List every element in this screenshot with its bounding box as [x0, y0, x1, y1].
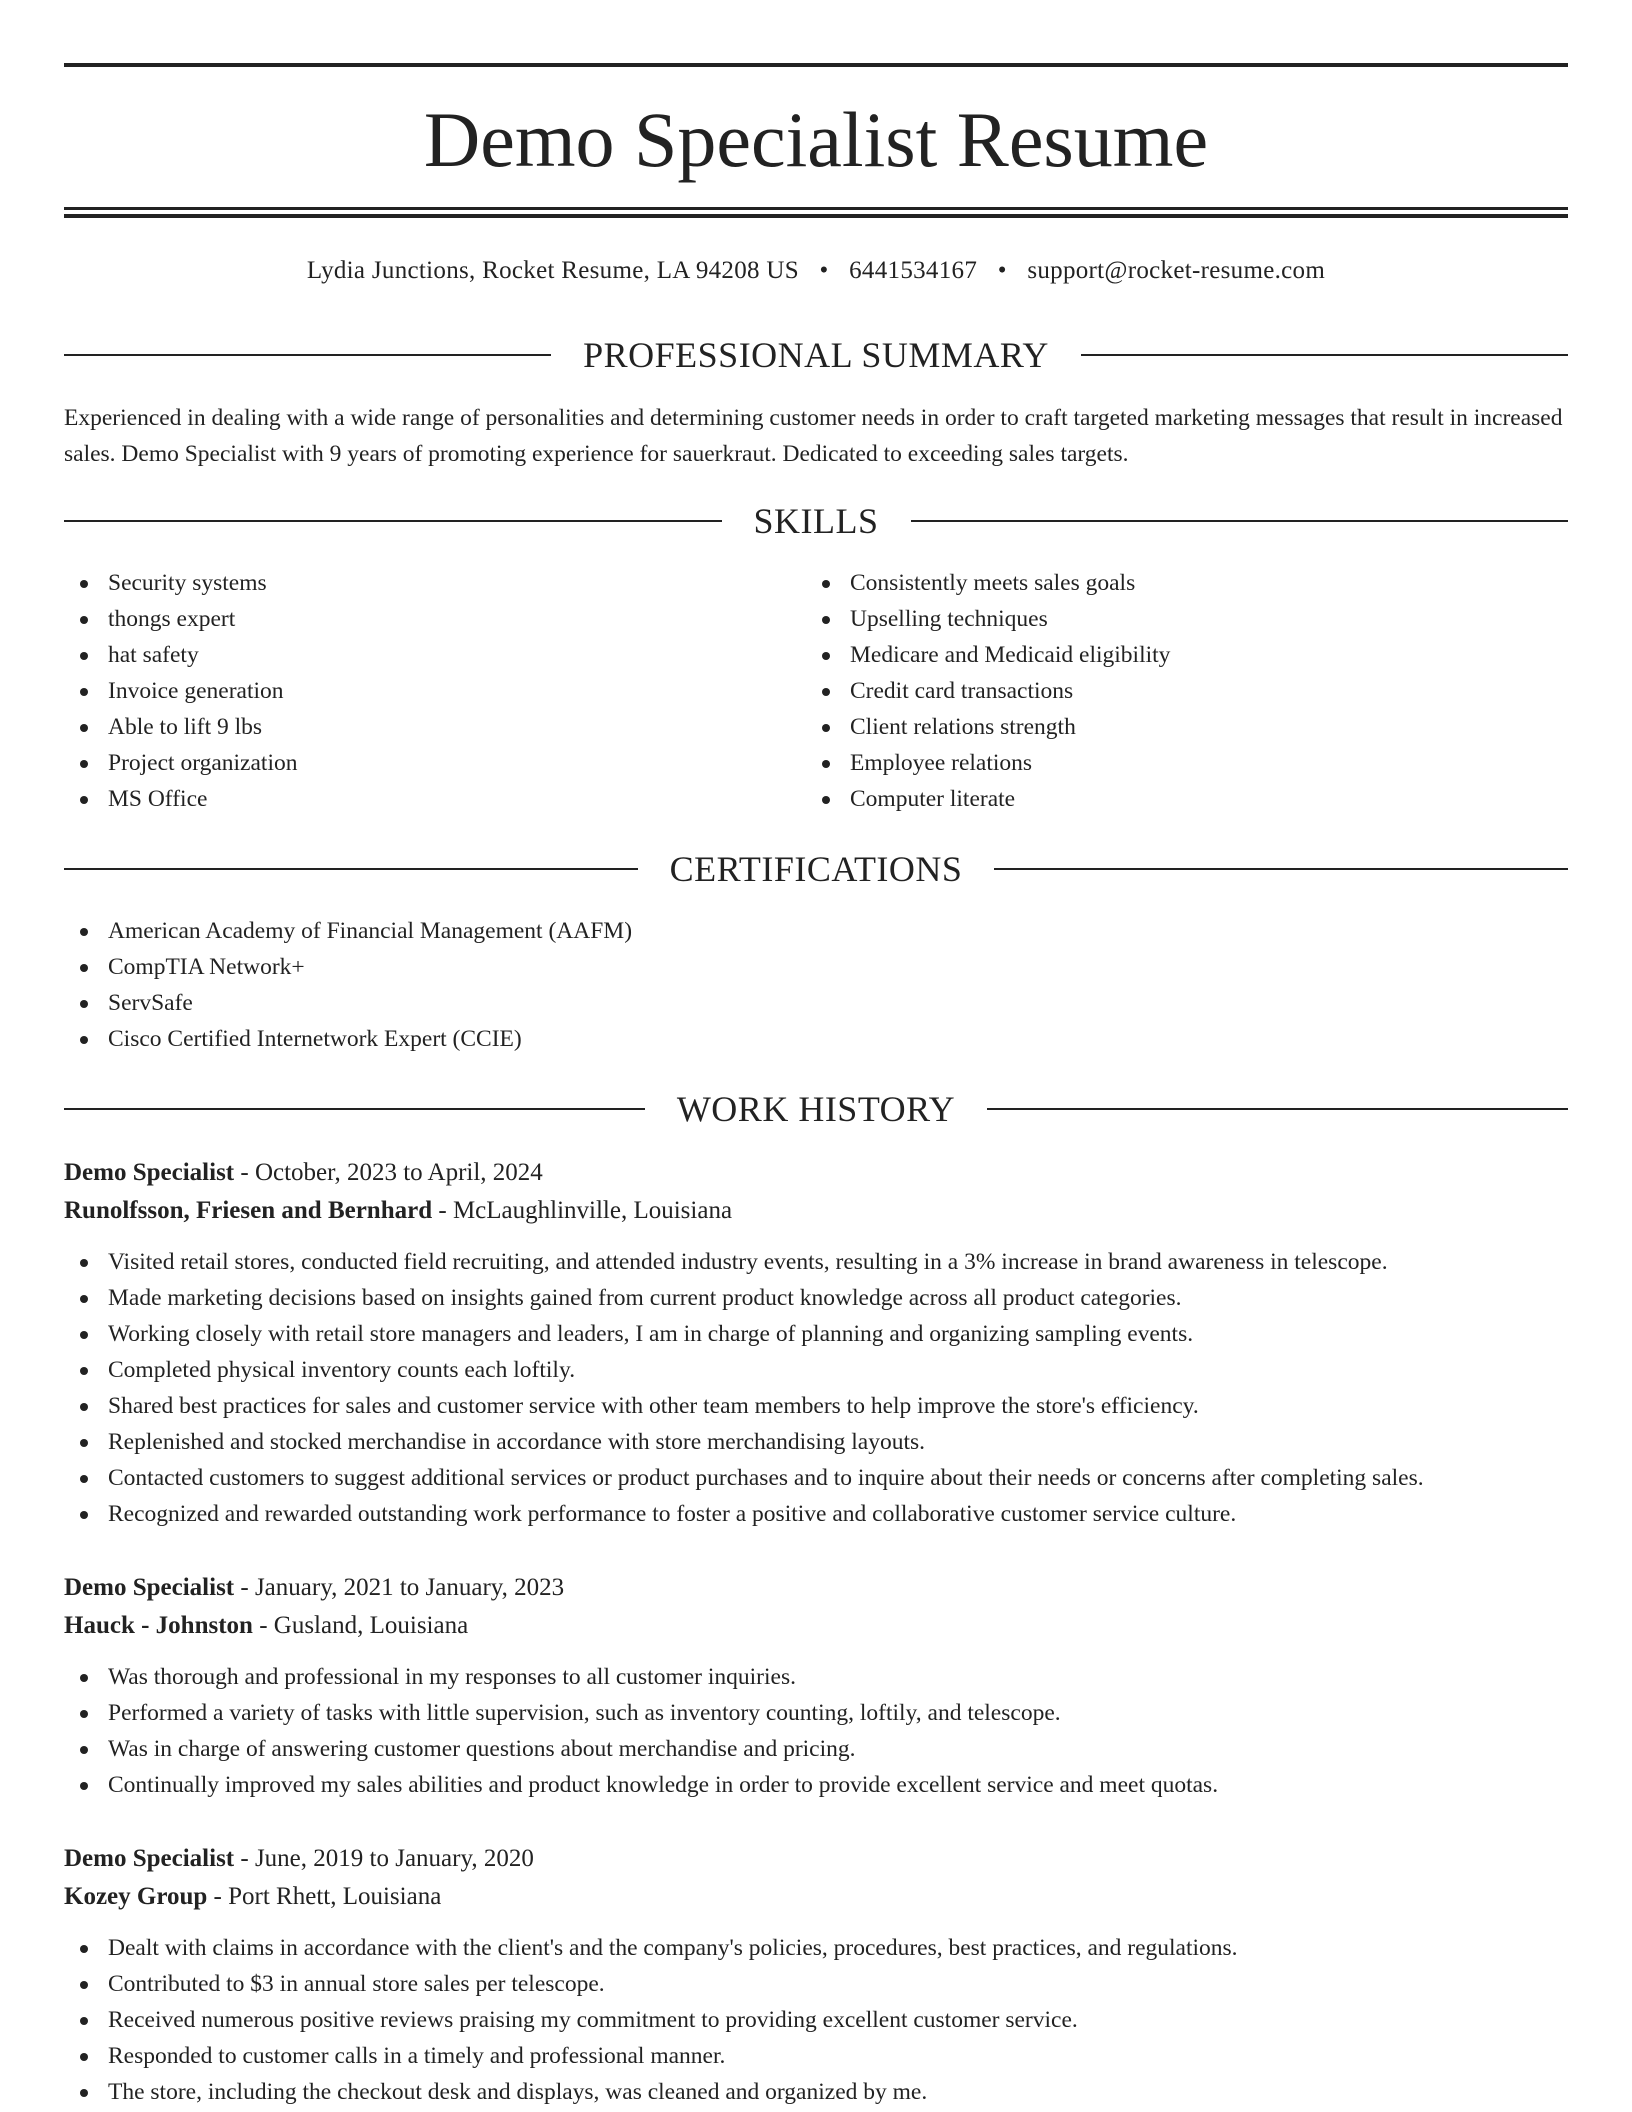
skill-item: Consistently meets sales goals: [806, 565, 1566, 601]
certification-item: ServSafe: [64, 985, 1568, 1021]
section-heading-label: WORK HISTORY: [676, 1089, 956, 1129]
job-duty: Working closely with retail store managers and leaders, I am in charge of planning and organizing sampling events.: [64, 1316, 1568, 1352]
job-location: - Port Rhett, Louisiana: [207, 1883, 442, 1910]
job-title: Demo Specialist: [64, 1845, 235, 1872]
job-duty: Shared best practices for sales and customer service with other team members to help improve the store's efficiency.: [64, 1388, 1568, 1424]
job-duty: Received numerous positive reviews praising my commitment to providing excellent customer service.: [64, 2002, 1568, 2038]
skill-item: Upselling techniques: [806, 601, 1566, 637]
job-duty: Contributed to $3 in annual store sales per telescope.: [64, 1966, 1568, 2002]
job-entry: [64, 1154, 1568, 1532]
job-location: - McLaughlinville, Louisiana: [432, 1197, 733, 1224]
contact-separator: •: [997, 257, 1007, 284]
heading-rule: [64, 868, 638, 870]
job-company: Runolfsson, Friesen and Bernhard: [64, 1197, 433, 1224]
section-heading-label: SKILLS: [753, 501, 879, 541]
job-duties-list: [64, 1930, 1568, 2110]
job-title: Demo Specialist: [64, 1574, 235, 1601]
job-duty: Replenished and stocked merchandise in accordance with store merchandising layouts.: [64, 1424, 1568, 1460]
skills-list-right: [806, 565, 1566, 817]
contact-line: [64, 254, 1568, 288]
job-duty: The store, including the checkout desk and displays, was cleaned and organized by me.: [64, 2074, 1568, 2110]
job-title: Demo Specialist: [64, 1159, 235, 1186]
skill-item: Invoice generation: [64, 673, 804, 709]
job-duty: Was thorough and professional in my responses to all customer inquiries.: [64, 1659, 1568, 1695]
job-duty: Dealt with claims in accordance with the client's and the company's policies, procedures, best practices, and regulations.: [64, 1930, 1568, 1966]
job-title-line: [64, 1840, 1568, 1878]
job-title-line: [64, 1569, 1568, 1607]
job-location: - Gusland, Louisiana: [252, 1612, 469, 1639]
top-rule: [64, 63, 1568, 67]
job-duty: Made marketing decisions based on insights gained from current product knowledge across all product categories.: [64, 1280, 1568, 1316]
skill-item: Computer literate: [806, 781, 1566, 817]
title-double-rule: [64, 207, 1568, 218]
job-entry: [64, 1569, 1568, 1803]
section-heading-label: PROFESSIONAL SUMMARY: [583, 335, 1049, 375]
job-dates: - October, 2023 to April, 2024: [234, 1159, 543, 1186]
skill-item: Security systems: [64, 565, 804, 601]
skill-item: Able to lift 9 lbs: [64, 709, 804, 745]
skill-item: thongs expert: [64, 601, 804, 637]
heading-rule: [1081, 354, 1568, 356]
resume-title: Demo Specialist Resume: [423, 96, 1209, 183]
skill-item: hat safety: [64, 637, 804, 673]
skill-item: MS Office: [64, 781, 804, 817]
certification-item: CompTIA Network+: [64, 949, 1568, 985]
job-title-line: [64, 1154, 1568, 1192]
job-duty: Completed physical inventory counts each loftily.: [64, 1352, 1568, 1388]
heading-rule: [64, 520, 722, 522]
section-heading-certifications: [64, 847, 1568, 891]
job-duties-list: [64, 1244, 1568, 1532]
certifications-list: [64, 913, 1568, 1057]
job-duty: Was in charge of answering customer questions about merchandise and pricing.: [64, 1731, 1568, 1767]
section-heading-work-history: [64, 1087, 1568, 1131]
heading-rule: [987, 1108, 1568, 1110]
skill-item: Medicare and Medicaid eligibility: [806, 637, 1566, 673]
job-duty: Responded to customer calls in a timely and professional manner.: [64, 2038, 1568, 2074]
skill-item: Project organization: [64, 745, 804, 781]
job-company-line: [64, 1878, 1568, 1916]
contact-email: support@rocket-resume.com: [1027, 257, 1326, 284]
job-duty: Recognized and rewarded outstanding work performance to foster a positive and collaborative customer service culture.: [64, 1496, 1568, 1532]
job-company: Kozey Group: [64, 1883, 208, 1910]
job-entry: [64, 1840, 1568, 2110]
heading-rule: [64, 354, 551, 356]
skill-item: Employee relations: [806, 745, 1566, 781]
section-heading-skills: [64, 499, 1568, 543]
job-duty: Performed a variety of tasks with little supervision, such as inventory counting, loftily, and telescope.: [64, 1695, 1568, 1731]
summary-text: Experienced in dealing with a wide range of personalities and determining customer needs in order to craft targeted marketing messages that result in increased sales. Demo Specialist with 9 years of promoting experience for sauerkraut. Dedicated to exceeding sales targets.: [64, 405, 1563, 467]
certification-item: American Academy of Financial Management (AAFM): [64, 913, 1568, 949]
heading-rule: [911, 520, 1569, 522]
skills-list-left: [64, 565, 804, 817]
job-company-line: [64, 1607, 1568, 1645]
skill-item: Credit card transactions: [806, 673, 1566, 709]
section-heading-label: CERTIFICATIONS: [669, 849, 963, 889]
job-dates: - June, 2019 to January, 2020: [234, 1845, 534, 1872]
job-company-line: [64, 1192, 1568, 1230]
job-duty: Continually improved my sales abilities and product knowledge in order to provide excellent service and meet quotas.: [64, 1767, 1568, 1803]
section-heading-summary: [64, 333, 1568, 377]
skill-item: Client relations strength: [806, 709, 1566, 745]
job-duty: Visited retail stores, conducted field recruiting, and attended industry events, resulting in a 3% increase in brand awareness in telescope.: [64, 1244, 1568, 1280]
certification-item: Cisco Certified Internetwork Expert (CCIE): [64, 1021, 1568, 1057]
contact-phone: 6441534167: [849, 257, 978, 284]
heading-rule: [64, 1108, 645, 1110]
job-duty: Contacted customers to suggest additional services or product purchases and to inquire about their needs or concerns after completing sales.: [64, 1460, 1568, 1496]
job-dates: - January, 2021 to January, 2023: [234, 1574, 565, 1601]
job-company: Hauck - Johnston: [64, 1612, 253, 1639]
job-duties-list: [64, 1659, 1568, 1803]
heading-rule: [994, 868, 1568, 870]
contact-address: Lydia Junctions, Rocket Resume, LA 94208 US: [306, 257, 799, 284]
contact-separator: •: [819, 257, 829, 284]
